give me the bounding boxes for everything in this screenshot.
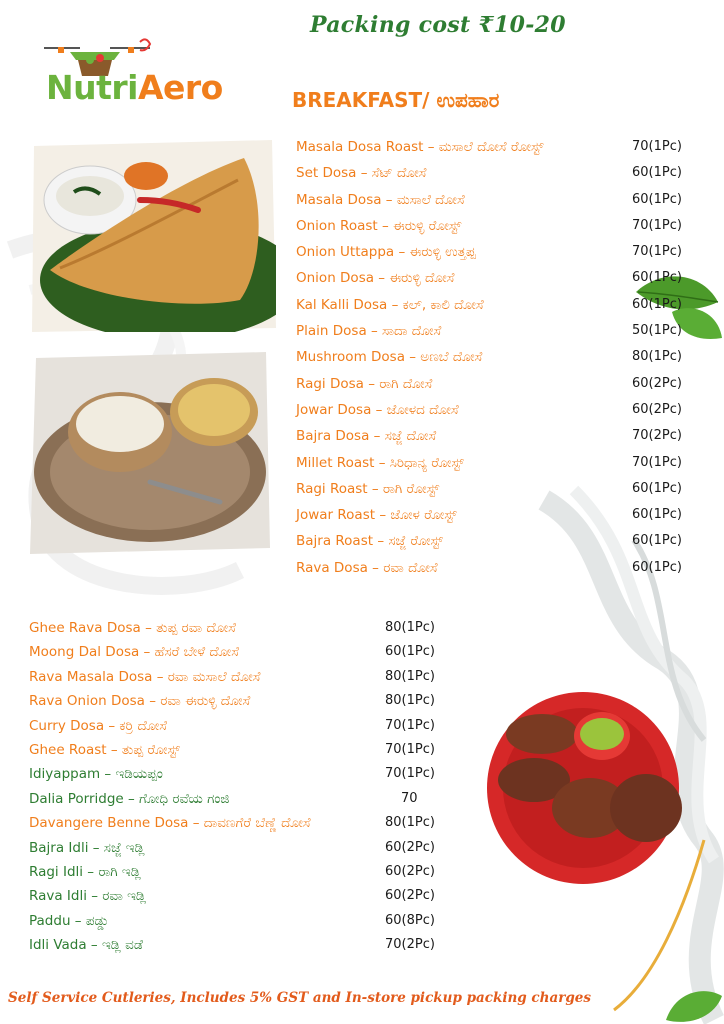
menu-item-price: 70(2Pc) — [385, 937, 435, 953]
menu-item-price: 80(1Pc) — [385, 668, 435, 684]
menu-item-name: Ragi Dosa – ರಾಗಿ ದೋಸೆ — [296, 375, 433, 392]
menu-item-price: 60(2Pc) — [385, 888, 435, 904]
menu-item-name: Ragi Idli – ರಾಗಿ ಇಡ್ಲಿ — [29, 863, 141, 880]
menu-item — [296, 502, 706, 528]
menu-item — [29, 665, 449, 689]
footer-note: Self Service Cutleries, Includes 5% GST and In-store pickup packing charges — [8, 990, 591, 1006]
menu-item-name: Millet Roast – ಸಿರಿಧಾನ್ಯ ರೋಸ್ಟ್ — [296, 454, 464, 471]
menu-item — [29, 762, 449, 786]
menu-item — [29, 616, 449, 640]
menu-item — [29, 836, 449, 860]
menu-item-name: Ghee Rava Dosa – ತುಪ್ಪ ರವಾ ದೋಸೆ — [29, 620, 236, 636]
menu-item-name: Bajra Roast – ಸಜ್ಜೆ ರೋಸ್ಟ್ — [296, 533, 444, 550]
menu-item-name: Paddu – ಪಡ್ಡು — [29, 912, 109, 929]
menu-item — [296, 292, 706, 318]
menu-item-name: Set Dosa – ಸೆಟ್ ದೋಸೆ — [296, 165, 427, 182]
menu-item-price: 60(8Pc) — [385, 912, 435, 928]
menu-item-price: 60(1Pc) — [632, 533, 682, 549]
menu-item-name: Onion Dosa – ಈರುಳ್ಳಿ ದೋಸೆ — [296, 270, 455, 287]
menu-item — [296, 134, 706, 160]
menu-item-name: Rava Dosa – ರವಾ ದೋಸೆ — [296, 559, 438, 576]
menu-item — [29, 909, 449, 933]
menu-item-price: 80(1Pc) — [385, 815, 435, 831]
menu-item-price: 70(1Pc) — [632, 217, 682, 233]
menu-item-price: 80(1Pc) — [385, 693, 435, 709]
brand-logo — [40, 38, 270, 116]
menu-item — [296, 239, 706, 265]
ragi-idli-with-chutney-photo — [470, 690, 696, 886]
menu-item-price: 80(1Pc) — [632, 349, 682, 365]
breakfast-menu-primary — [296, 134, 706, 581]
menu-item-price: 60(1Pc) — [632, 191, 682, 207]
menu-item-name: Masala Dosa Roast – ಮಸಾಲೆ ದೋಸೆ ರೋಸ್ಟ್ — [296, 139, 544, 155]
menu-item-price: 70(1Pc) — [385, 741, 435, 757]
menu-item — [296, 397, 706, 423]
menu-item-name: Dalia Porridge – ಗೋಧಿ ರವೆಯ ಗಂಜಿ — [29, 790, 230, 807]
menu-item-name: Bajra Dosa – ಸಜ್ಜೆ ದೋಸೆ — [296, 428, 437, 445]
menu-item-price: 60(2Pc) — [632, 375, 682, 391]
menu-item — [29, 860, 449, 884]
menu-item-name: Onion Roast – ಈರುಳ್ಳಿ ರೋಸ್ಟ್ — [296, 217, 462, 234]
menu-item-price: 60(2Pc) — [385, 863, 435, 879]
menu-item-price: 60(1Pc) — [632, 480, 682, 496]
menu-item-name: Rava Onion Dosa – ರವಾ ಈರುಳ್ಳಿ ದೋಸೆ — [29, 693, 251, 710]
menu-item-price: 60(1Pc) — [385, 644, 435, 660]
menu-item — [296, 344, 706, 370]
menu-item-name: Idiyappam – ಇಡಿಯಪ್ಪಂ — [29, 766, 163, 783]
menu-item — [29, 933, 449, 957]
menu-item-price: 70(1Pc) — [385, 717, 435, 733]
menu-item-price: 60(2Pc) — [632, 401, 682, 417]
menu-item — [296, 187, 706, 213]
menu-item — [296, 213, 706, 239]
menu-item-price: 60(2Pc) — [385, 839, 435, 855]
menu-item-name: Ragi Roast – ರಾಗಿ ರೋಸ್ಟ್ — [296, 480, 440, 497]
menu-item-price: 70(1Pc) — [385, 766, 435, 782]
menu-item — [296, 476, 706, 502]
menu-item-name: Ghee Roast – ತುಪ್ಪ ರೋಸ್ಟ್ — [29, 741, 181, 758]
section-title: BREAKFAST/ ಉಪಹಾರ — [292, 88, 500, 112]
breakfast-menu-secondary — [29, 616, 449, 960]
menu-item — [296, 318, 706, 344]
menu-item — [29, 689, 449, 713]
logo-text: NutriAero — [46, 68, 223, 107]
menu-item-name: Onion Uttappa – ಈರುಳ್ಳಿ ಉತ್ತಪ್ಪ — [296, 244, 476, 261]
menu-item-price: 50(1Pc) — [632, 323, 682, 339]
menu-item — [29, 787, 449, 811]
menu-item-price: 60(1Pc) — [632, 507, 682, 523]
menu-item-name: Kal Kalli Dosa – ಕಲ್, ಕಾಲಿ ದೋಸೆ — [296, 296, 484, 313]
menu-item — [29, 811, 449, 835]
menu-item — [29, 640, 449, 664]
menu-item-name: Mushroom Dosa – ಅಣಬೆ ದೋಸೆ — [296, 349, 483, 366]
menu-item-name: Jowar Roast – ಜೋಳ ರೋಸ್ಟ್ — [296, 507, 457, 524]
menu-item — [29, 884, 449, 908]
menu-item-price: 80(1Pc) — [385, 620, 435, 635]
menu-item-price: 60(1Pc) — [632, 270, 682, 286]
menu-item — [296, 265, 706, 291]
masala-dosa-with-chutney-photo — [30, 140, 276, 332]
menu-item-price: 70(1Pc) — [632, 139, 682, 154]
menu-item-price: 60(1Pc) — [632, 296, 682, 312]
menu-item-name: Rava Masala Dosa – ರವಾ ಮಸಾಲೆ ದೋಸೆ — [29, 668, 261, 685]
menu-item-name: Moong Dal Dosa – ಹೆಸರೆ ಬೇಳೆ ದೋಸೆ — [29, 644, 239, 661]
menu-item — [296, 423, 706, 449]
menu-item-price: 60(1Pc) — [632, 165, 682, 181]
menu-item-name: Rava Idli – ರವಾ ಇಡ್ಲಿ — [29, 888, 147, 905]
ragi-porridge-bowl-photo — [30, 352, 270, 554]
menu-item-price: 70(1Pc) — [632, 244, 682, 260]
menu-item — [29, 738, 449, 762]
menu-item-name: Plain Dosa – ಸಾದಾ ದೋಸೆ — [296, 323, 442, 340]
menu-item-price: 60(1Pc) — [632, 559, 682, 575]
menu-item — [296, 371, 706, 397]
menu-item-price: 70(2Pc) — [632, 428, 682, 444]
menu-item — [29, 714, 449, 738]
menu-item — [296, 528, 706, 554]
packing-cost: Packing cost ₹10-20 — [310, 12, 566, 38]
menu-item-price: 70(1Pc) — [632, 454, 682, 470]
menu-item-name: Davangere Benne Dosa – ದಾವಣಗೆರೆ ಬೆಣ್ಣೆ ದೋಸೆ — [29, 815, 311, 832]
menu-item-name: Jowar Dosa – ಜೋಳದ ದೋಸೆ — [296, 401, 459, 418]
menu-item-price: 70 — [401, 790, 418, 806]
menu-item — [296, 450, 706, 476]
menu-item-name: Masala Dosa – ಮಸಾಲೆ ದೋಸೆ — [296, 191, 465, 208]
menu-item-name: Idli Vada – ಇಡ್ಲಿ ವಡೆ — [29, 937, 143, 954]
menu-item-name: Bajra Idli – ಸಜ್ಜೆ ಇಡ್ಲಿ — [29, 839, 145, 856]
menu-item — [296, 555, 706, 581]
menu-item — [296, 160, 706, 186]
menu-item-name: Curry Dosa – ಕರ್ರಿ ದೋಸೆ — [29, 717, 167, 734]
